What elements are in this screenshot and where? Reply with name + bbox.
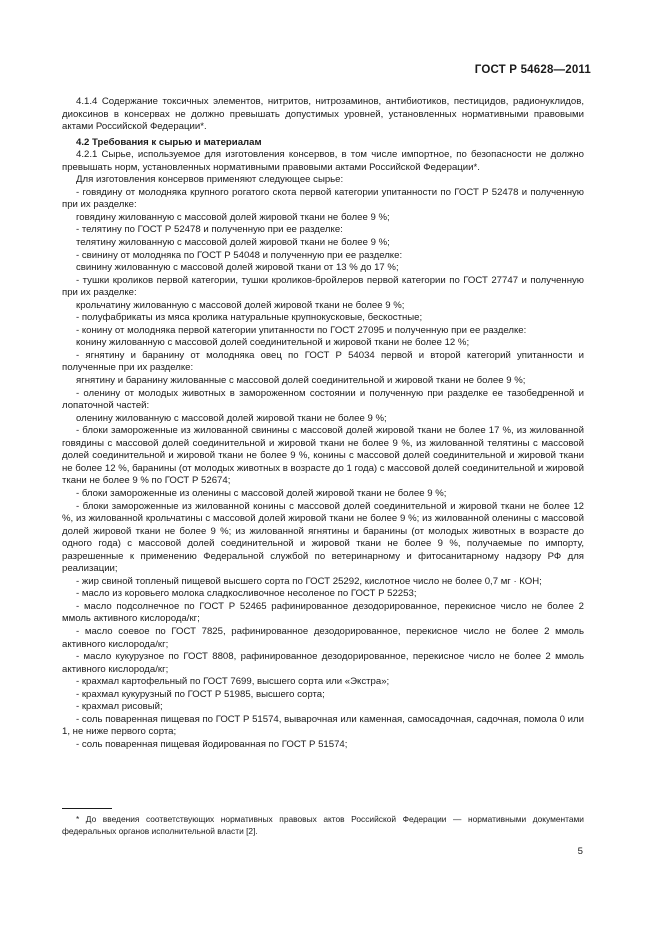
document-header: ГОСТ Р 54628—2011 [474, 64, 591, 76]
paragraph: - масло из коровьего молока сладкосливочное несоленое по ГОСТ Р 52253; [76, 588, 417, 600]
paragraph: свинину жилованную с массовой долей жировой ткани от 13 % до 17 %; [76, 262, 399, 274]
paragraph: крольчатину жилованную с массовой долей жировой ткани не более 9 %; [76, 299, 405, 311]
paragraph: - соль поваренная пищевая йодированная по ГОСТ Р 51574; [76, 738, 348, 750]
paragraph: 4.2.1 Сырье, используемое для изготовления консервов, в том числе импортное, по безопасности не должно превышать норм, установленных нормативными правовыми актами Российской Федерации*. [62, 149, 584, 173]
paragraph: - крахмал кукурузный по ГОСТ Р 51985, высшего сорта; [76, 688, 325, 700]
paragraph: - масло кукурузное по ГОСТ 8808, рафинированное дезодорированное, перекисное число не более 2 ммоль активного кислорода/кг; [62, 651, 584, 675]
paragraph: телятину жилованную с массовой долей жировой ткани не более 9 %; [76, 237, 390, 249]
footnote-divider [62, 808, 112, 809]
paragraph: говядину жилованную с массовой долей жировой ткани не более 9 %; [76, 211, 390, 223]
paragraph: - масло соевое по ГОСТ 7825, рафинированное дезодорированное, перекисное число не более 2 ммоль активного кислорода/кг; [62, 625, 584, 650]
paragraph: - говядину от молодняка крупного рогатого скота первой категории упитанности по ГОСТ Р 52478 и полученную при их разделке: [62, 186, 584, 211]
paragraph: - свинину от молодняка по ГОСТ Р 54048 и полученную при ее разделке: [76, 249, 403, 261]
footnote: * До введения соответствующих нормативных правовых актов Российской Федерации — нормативными документами федеральных органов исполнительной власти [2]. [62, 814, 584, 836]
paragraph: - ягнятину и баранину от молодняка овец по ГОСТ Р 54034 первой и второй категорий упитанности и полученные при их разделке: [62, 349, 584, 374]
paragraph: конину жилованную с массовой долей соединительной и жировой ткани не более 12 %; [76, 337, 470, 349]
paragraph: - оленину от молодых животных в замороженном состоянии и полученную при разделке ее тазобедренной и лопаточной частей: [62, 387, 584, 412]
paragraph: оленину жилованную с массовой долей жировой ткани не более 9 %; [76, 412, 387, 424]
paragraph: - телятину по ГОСТ Р 52478 и полученную при ее разделке: [76, 224, 343, 236]
paragraph: - масло подсолнечное по ГОСТ Р 52465 рафинированное дезодорированное, перекисное число не более 2 ммоль активного кислорода/кг; [62, 600, 584, 625]
section-heading: 4.2 Требования к сырью и материалам [76, 136, 262, 148]
page-number: 5 [577, 846, 583, 857]
document-body [62, 96, 584, 751]
paragraph: - крахмал рисовый; [76, 701, 163, 713]
paragraph: 4.1.4 Содержание токсичных элементов, нитритов, нитрозаминов, антибиотиков, пестицидов, радионуклидов, диоксинов в консервах не должно превышать допустимых уровней, установленных нормативными правовыми актами Российской Федерации*. [62, 96, 584, 133]
paragraph: Для изготовления консервов применяют следующее сырье: [76, 174, 344, 186]
paragraph: - крахмал картофельный по ГОСТ 7699, высшего сорта или «Экстра»; [76, 676, 390, 688]
paragraph: - блоки замороженные из жилованной свинины с массовой долей жировой ткани не более 17 %, из жилованной говядины с массовой долей соединительной и жировой ткани не более 9 %, из жилованной телятины с массовой долей соединительной и жировой ткани не более 9 %, конины с массовой долей соединительной и жировой ткани не более 12 %, баранины (от молодых животных в возрасте до 1 года) с массовой долей соединительной и жировой ткани не более 9 % по ГОСТ Р 52674; [62, 425, 584, 487]
paragraph: - блоки замороженные из жилованной конины с массовой долей соединительной и жировой ткани не более 12 %, из жилованной крольчатины с массовой долей жировой ткани не более 9 %; из жилованной оленины с массовой долей жировой ткани не более 9 %; из жилованной ягнятины и баранины (от молодых животных в возрасте до одного года) с массовой долей соединительной и жировой ткани не более 9 %, получаемые по импорту, разрешенные к применению Федеральной службой по ветеринарному и фитосанитарному надзору РФ для реализации; [62, 500, 584, 575]
paragraph: - тушки кроликов первой категории, тушки кроликов-бройлеров первой категории по ГОСТ 27747 и полученную при их разделке: [62, 274, 584, 299]
paragraph: - соль поваренная пищевая по ГОСТ Р 51574, выварочная или каменная, самосадочная, садочная, помола 0 или 1, не ниже первого сорта; [62, 713, 584, 738]
paragraph: - жир свиной топленый пищевой высшего сорта по ГОСТ 25292, кислотное число не более 0,7 мг · КОН; [76, 575, 542, 587]
paragraph: - блоки замороженные из оленины с массовой долей жировой ткани не более 9 %; [76, 487, 447, 499]
paragraph: - конину от молодняка первой категории упитанности по ГОСТ 27095 и полученную при ее разделке: [76, 324, 527, 336]
paragraph: ягнятину и баранину жилованные с массовой долей соединительной и жировой ткани не более 9 %; [76, 375, 526, 387]
paragraph: - полуфабрикаты из мяса кролика натуральные крупнокусковые, бескостные; [76, 312, 423, 324]
